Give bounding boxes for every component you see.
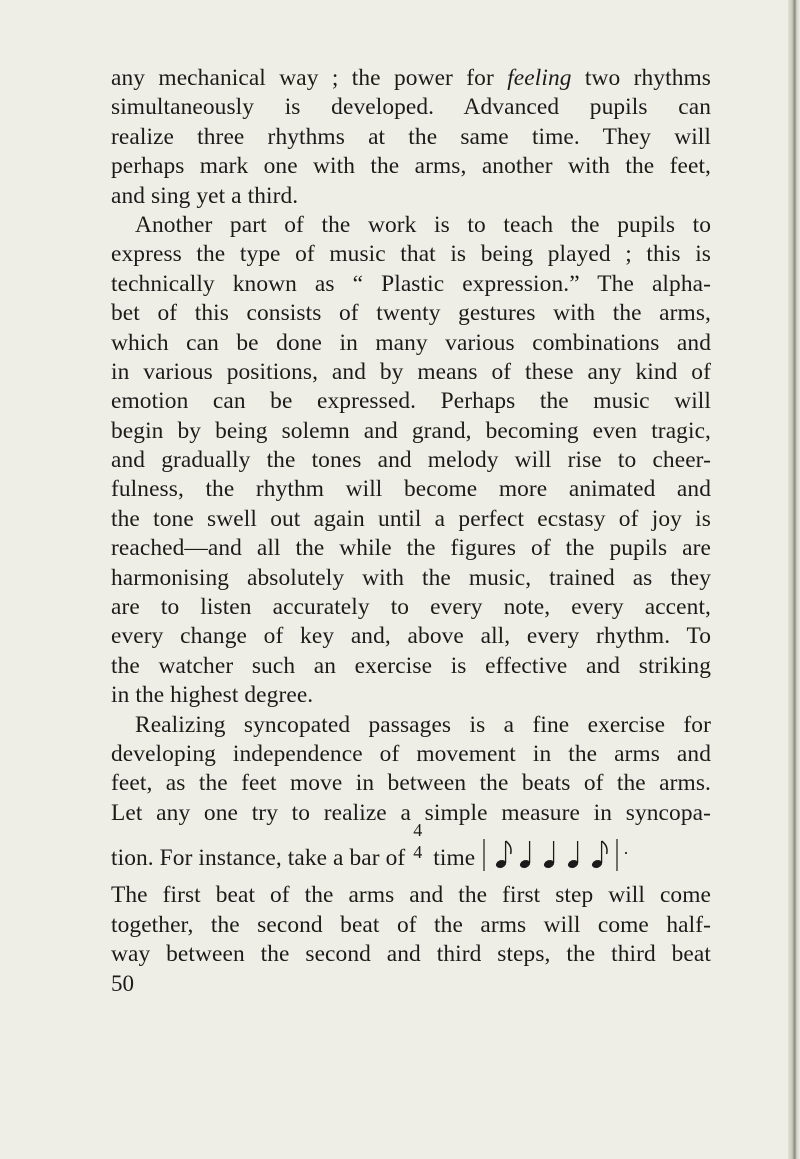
text-line: together, the second beat of the arms will come half- xyxy=(111,911,711,938)
text-line: any mechanical way ; the power for feeling two rhythms xyxy=(111,65,711,91)
text-line: the tone swell out again until a perfect ecstasy of joy is xyxy=(111,505,711,532)
measure-notation-icon xyxy=(481,837,631,873)
note-flag xyxy=(506,841,511,854)
text-line: which can be done in many various combinations and xyxy=(111,329,711,356)
text-line: in various positions, and by means of these any kind of xyxy=(111,358,711,385)
page-edge-shadow xyxy=(788,0,800,1159)
time-signature xyxy=(413,820,427,865)
text-line: technically known as “ Plastic expression.” The alpha- xyxy=(111,270,711,297)
text-line: reached—and all the while the figures of the pupils are xyxy=(111,535,711,562)
text-line: realize three rhythms at the same time. They will xyxy=(111,123,711,150)
paragraph-start: Another part of the work is to teach the pupils to xyxy=(135,211,711,238)
text-line: emotion can be expressed. Perhaps the music will xyxy=(111,388,711,415)
text-line: developing independence of movement in the arms and xyxy=(111,740,711,767)
paragraph-start: Realizing syncopated passages is a fine exercise for xyxy=(135,711,711,738)
text-line-with-measure: tion. For instance, take a bar of 4 4 time · xyxy=(111,828,711,881)
text-line: bet of this consists of twenty gestures with the arms, xyxy=(111,300,711,327)
text-line: every change of key and, above all, every rhythm. To xyxy=(111,623,711,650)
text-line: and sing yet a third. xyxy=(111,182,299,209)
text-line: way between the second and third steps, the third beat xyxy=(111,940,711,967)
text-line: in the highest degree. xyxy=(111,682,314,709)
text-line: simultaneously is developed. Advanced pupils can xyxy=(111,94,711,121)
measure-trailing-mark: · xyxy=(623,843,630,864)
text-line: the watcher such an exercise is effective and striking xyxy=(111,652,711,679)
page-number: 50 xyxy=(111,971,134,997)
text-line: express the type of music that is being played ; this is xyxy=(111,241,711,268)
time-signature-numerator: 4 xyxy=(413,820,423,841)
text-line: fulness, the rhythm will become more animated and xyxy=(111,476,711,503)
time-signature-denominator: 4 xyxy=(413,842,423,863)
note-flag xyxy=(602,841,607,854)
text-line: are to listen accurately to every note, every accent, xyxy=(111,594,711,621)
text-line: harmonising absolutely with the music, trained as they xyxy=(111,564,711,591)
text-line: and gradually the tones and melody will rise to cheer- xyxy=(111,447,711,474)
text-line: begin by being solemn and grand, becoming even tragic, xyxy=(111,417,711,444)
text-line: The first beat of the arms and the first step will come xyxy=(111,882,711,909)
text-line: feet, as the feet move in between the beats of the arms. xyxy=(111,770,711,797)
text-line: perhaps mark one with the arms, another with the feet, xyxy=(111,153,711,180)
text-line: Let any one try to realize a simple measure in syncopa- xyxy=(111,799,711,826)
page-body xyxy=(111,64,711,998)
emphasis-feeling: feeling xyxy=(507,65,572,91)
